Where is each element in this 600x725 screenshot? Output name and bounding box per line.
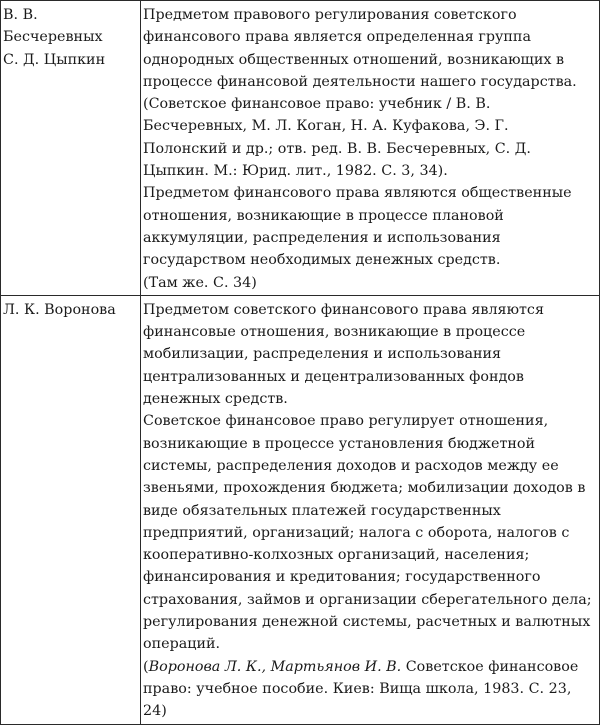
author-name: В. В. Бесчеревных [3, 7, 103, 46]
citation-paragraph: (Там же. С. 34) [143, 274, 257, 291]
definition-paragraph: Советское финансовое право регулирует отношения, возникающие в процессе установления бюджетной системы, распределения доходов и расходов между ее звеньями, прохождения бюджета; мобилизации доходов в виде обязательных платежей государственных предприятий, организаций; налога с оборота, налогов с кооперативно-колхозных организаций, населения; финансирования и кредитования; государственного страхования, займов и организации сберегательного дела; регулирования денежной системы, расчетных и валютных операций. [143, 413, 592, 653]
citation-rest: Советское финансовое право: учебное пособие. Киев: Вища школа, 1983. С. 23, 24) [143, 658, 579, 720]
author-cell [1, 1, 141, 296]
author-name: Л. К. Воронова [3, 301, 116, 318]
citation-open: ( [143, 658, 149, 675]
definition-paragraph: Предметом правового регулирования советского финансового права является определенная группа однородных общественных отношений, возникающих в процессе финансовой деятельности нашего государства. [143, 7, 577, 90]
definition-cell [141, 1, 600, 296]
table-row [1, 295, 600, 724]
citation-authors: Воронова Л. К., Мартьянов И. В. [148, 658, 402, 675]
citation-paragraph: (Советское финансовое право: учебник / В. В. Бесчеревных, М. Л. Коган, Н. А. Куфакова, Э. Г. Полонский и др.; отв. ред. В. В. Бесчеревных, С. Д. Цыпкин. М.: Юрид. лит., 1982. С. 3, 34). [143, 96, 531, 180]
author-cell [1, 295, 141, 724]
citation-paragraph [143, 656, 596, 723]
definition-paragraph: Предметом финансового права являются общественные отношения, возникающие в процессе плановой аккумуляции, распределения и использования государством необходимых денежных средств. [143, 185, 572, 269]
definition-paragraph: Предметом советского финансового права являются финансовые отношения, возникающие в процессе мобилизации, распределения и использования централизованных и децентрализованных фондов денежных средств. [143, 301, 544, 408]
author-name: С. Д. Цыпкин [3, 51, 106, 68]
table-row [1, 1, 600, 296]
definition-cell [141, 295, 600, 724]
